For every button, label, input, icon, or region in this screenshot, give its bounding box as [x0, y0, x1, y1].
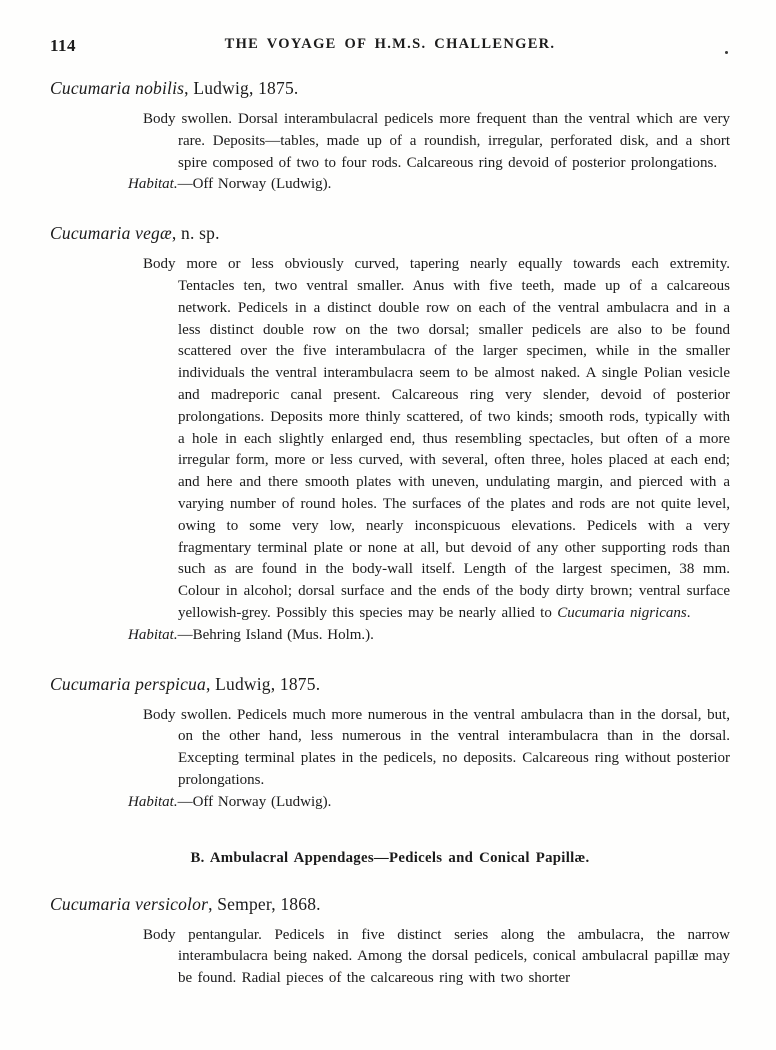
habitat-line	[128, 174, 730, 196]
page-header-row	[50, 36, 730, 58]
species-name: Cucumaria perspicua	[50, 673, 206, 694]
habitat-label: Habitat.	[128, 176, 178, 193]
species-name: Cucumaria nobilis	[50, 78, 185, 98]
species-description: Body pentangular. Pedicels in five distinct series along the ambulacra, the narrow interambulacra being naked. Among the dorsal pedicels, conical ambulacral papillæ may be found. Radial pieces of the calcareous ring with two shorter	[143, 926, 730, 987]
species-description: Body swollen. Dorsal interambulacral pedicels more frequent than the ventral which are very rare. Deposits—tables, made up of a roundish, irregular, perforated disk, and a short spire composed of two to four rods. Calcareous ring devoid of posterior prolongations.	[143, 111, 730, 171]
species-entry-versicolor	[50, 894, 730, 990]
habitat-label: Habitat.	[128, 626, 178, 643]
species-heading-nobilis	[50, 78, 730, 99]
species-heading-vegae	[50, 223, 730, 244]
species-attribution: , Semper, 1868.	[208, 893, 321, 914]
species-name: Cucumaria vegæ	[50, 223, 172, 244]
species-heading-perspicua	[50, 674, 730, 695]
habitat-line	[128, 792, 730, 814]
running-title: THE VOYAGE OF H.M.S. CHALLENGER.	[224, 36, 556, 52]
section-heading: B. Ambulacral Appendages—Pedicels and Conical Papillæ.	[190, 849, 590, 866]
habitat-text: —Behring Island (Mus. Holm.).	[177, 626, 374, 643]
species-attribution: , Ludwig, 1875.	[184, 78, 299, 98]
species-entry-perspicua	[50, 674, 730, 814]
description-text: Body more or less obviously curved, tapering nearly equally towards each extremity. Tentacles ten, two ventral smaller. Anus with five teeth, made up of a calcareous network. Pedicels in a distinct double row on each of the ventral ambulacra and in a less distinct double row on the two dorsal; smaller pedicels are also to be found scattered over the five interambulacra of the larger specimen, while in the smaller individuals the ventral interambulacra seem to be almost naked. A single Polian vesicle and madreporic canal present. Calcareous ring very slender, devoid of posterior prolongations. Deposits more thinly scattered, of two kinds; smooth rods, typically with a hole in each slightly enlarged end, thus resembling spectacles, but often of a more irregular form, more or less curved, with several, often three, holes placed at each end; and here and there smooth plates with uneven, undulating margin, and pierced with a varying number of round holes. The surfaces of the plates and rods are not quite level, owing to some very low, nearly inconspicuous elevations. Pedicels with a very fragmentary terminal plate or none at all, but devoid of any other supporting rods than such as are found in the body-wall itself. Length of the largest specimen, 38 mm. Colour in alcohol; dorsal surface and the ends of the body dirty brown; ventral surface yellowish-grey. Possibly this species may be nearly allied to	[143, 256, 730, 621]
page-number: 114	[50, 36, 77, 55]
species-entry-nobilis	[50, 78, 730, 196]
habitat-label: Habitat.	[128, 793, 178, 810]
species-entry-vegae	[50, 223, 730, 646]
habitat-text: —Off Norway (Ludwig).	[177, 176, 332, 193]
habitat-text: —Off Norway (Ludwig).	[177, 793, 332, 810]
habitat-line	[128, 625, 730, 647]
species-description: Body swollen. Pedicels much more numerous in the ventral ambulacra than in the dorsal, but, on the other hand, less numerous in the ventral interambulacra than in the dorsal. Excepting terminal plates in the pedicels, no deposits. Calcareous ring without posterior prolongations.	[143, 706, 730, 788]
species-description	[143, 254, 730, 625]
referenced-species-name: Cucumaria nigricans	[557, 604, 687, 621]
species-attribution: , Ludwig, 1875.	[205, 673, 321, 694]
species-attribution: , n. sp.	[171, 223, 220, 244]
species-name: Cucumaria versicolor	[50, 893, 209, 914]
species-heading-versicolor	[50, 894, 730, 915]
description-end: .	[686, 604, 691, 621]
